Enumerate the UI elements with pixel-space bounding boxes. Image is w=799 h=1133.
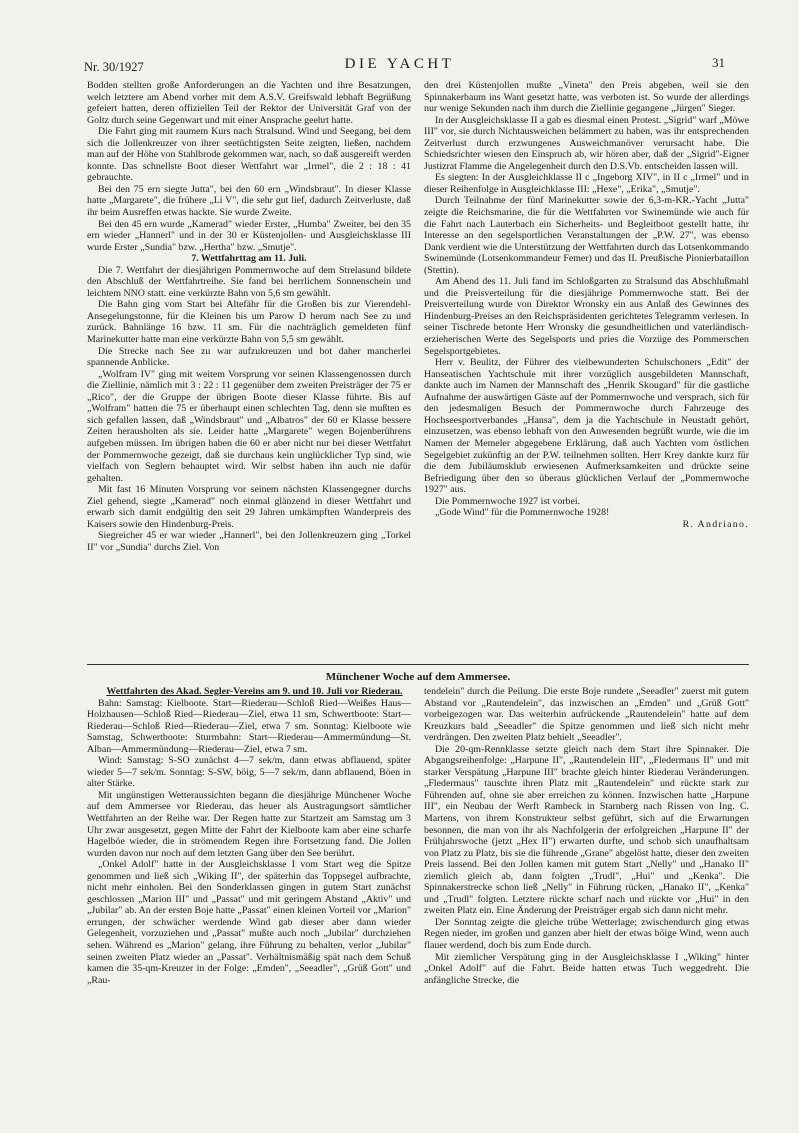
paragraph: In der Ausgleichsklasse II a gab es diesmal einen Protest. „Sigrid" warf „Möwe III" vor, sie durch Nichtausweichen belämmert zu haben, was ihr entsprechenden Zeitverlust durch erzwungenes Ausweichmanöver verursacht habe. Die Schiedsrichter wiesen den Einspruch ab, wir hören aber, daß der „Sigrid"-Eigner Justizrat Flamme die Angelegenheit durch den D.S.Vb. entscheiden lassen will. [424,114,749,172]
paragraph: Wind: Samstag: S-SO zunächst 4—7 sek/m, dann etwas abflauend, später wieder 5—7 sek/m. Sonntag: S-SW, böig, 5—7 sek/m, dann abflauend, Böen in alter Stärke. [87,755,411,790]
column-1 [87,80,411,553]
paragraph: Die 7. Wettfahrt der diesjährigen Pommernwoche auf dem Strelasund bildete den Abschluß der Wettfahrtreihe. Sie fand bei herrlichem Sonnenschein und leichtem NNO statt. eine verkürzte Bahn von 5,6 sm gewählt. [87,264,411,299]
paragraph: Mit ziemlicher Verspätung ging in der Ausgleichsklasse I „Wiking" hinter „Onkel Adolf" auf die Fahrt. Beide hatten etwas Tuch weggedreht. Die anfängliche Strecke, die [424,951,749,986]
subheading: 7. Wettfahrttag am 11. Juli. [191,253,307,265]
paragraph: Bodden stellten große Anforderungen an die Yachten und ihre Besatzungen, welch letztere am Abend vorher mit dem A.S.V. Greifswald lebhaft Begrüßung gefeiert hatten, deren offiziellen Teil der Rektor der Universität Graf von der Goltz durch seine Gegenwart und mit einer Ansprache geehrt hatte. [87,80,411,126]
paragraph: Es siegten: In der Ausgleichklasse II c „Ingeborg XIV", in II c „Irmel" und in dieser Reihenfolge in Ausgleichklasse III: „Hexe", „Erika", „Smutje". [424,172,749,195]
magazine-title: DIE YACHT [344,56,455,72]
page-number: 31 [712,55,725,70]
paragraph: Die Strecke nach See zu war aufzukreuzen und bot daher mancherlei spannende Anblicke. [87,345,411,369]
paragraph: „Wolfram IV" ging mit weitem Vorsprung vor seinen Klassengenossen durch die Ziellinie, nämlich mit 3 : 22 : 11 gegenüber dem zweiten Preisträger der 75 er „Rico", der die Gruppe der übrigen Boote dieser Klasse führte. Bis auf „Wolfram" hatten die 75 er überhaupt einen schlechten Tag, denn sie mußten es sich gefallen lassen, daß „Windsbraut" und „Albatros" der 60 er Klasse bessere Zeiten herausholten als sie. Leider hatte „Margarete" wegen Bojenberührens aufgeben müssen. Im übrigen haben die 60 er aber nicht nur bei dieser Wettfahrt der Pommernwoche gezeigt, daß sie durchaus kein unglücklicher Typ sind, wie vielfach von Seglern behauptet wird. Wir selbst haben ihn auch nie dafür gehalten. [87,368,411,484]
paragraph: Der Sonntag zeigte die gleiche trübe Wetterlage; zwischendurch ging etwas Regen nieder, im großen und ganzen aber hielt der etwas böige Wind, wenn auch flauer werdend, doch bis zum Ende durch. [424,916,749,952]
issue-number: Nr. 30/1927 [84,60,144,74]
paragraph: Mit fast 16 Minuten Vorsprung vor seinem nächsten Klassengegner durchs Ziel gehend, siegte „Kamerad" noch einmal glänzend in dieser Wettfahrt und erwarb sich damit endgültig den seit 29 Jahren umkämpften Wanderpreis des Kaisers sowie den Hindenburg-Preis. [87,484,411,530]
author-signature: R. Andriano. [682,518,749,530]
paragraph: „Onkel Adolf" hatte in der Ausgleichsklasse I vom Start weg die Spitze genommen und ließ sich „Wiking II", der späterhin das Toppsegel aufbrachte, nicht mehr einholen. Bei den Sonderklassen gingen in gutem Start zunächst geschlossen „Marion III" und „Passat" und mit geringem Abstand „Aktiv" und „Jubilar" ab. An der ersten Boje hatte „Passat" einen kleinen Vorteil vor „Marion" errungen, der schwächer werdende Wind gab dieser aber dann wieder Gelegenheit, vorzuziehen und „Passat" mußte auch noch „Jubilar" durchziehen sehen. Während es „Marion" gelang, ihre Führung zu behalten, verlor „Jubilar" seinen zweiten Platz wieder an „Passat". Verhältnismäßig spät nach dem Schuß kamen die 35-qm-Kreuzer in der Folge: „Emden", „Seeadler", „Grüß Gott" und „Rau- [87,859,411,986]
paragraph: „Gode Wind" für die Pommernwoche 1928! [435,507,610,519]
paragraph: den drei Küstenjollen mußte „Vineta" den Preis abgeben, weil sie den Spinnakerbaum ins Want gesetzt hatte, was verboten ist. So wurde der allerdings nur wenige Sekunden nach ihm durch die Ziellinie gegangene „Jürgen" Sieger. [424,80,749,115]
paragraph: Bei den 45 ern wurde „Kamerad" wieder Erster, „Humba" Zweiter, bei den 35 ern wieder „Hannerl" und in der 30 er Küstenjollen- und Ausgleichsklasse III wurde Erster „Sundia" bzw. „Hertha" bzw. „Smutje". [87,218,411,253]
paragraph: Herr v. Beulitz, der Führer des vielbewunderten Schulschoners „Edit" der Hanseatischen Yachtschule mit ihrer vorzüglich ausgebildeten Mannschaft, dankte auch im Namen der Mannschaft des „Henrik Skougard" für die gastliche Aufnahme der auswärtigen Gäste auf der Pommernwoche und versprach, sich für den jedesmaligen Besuch der Pommernwoche durch Fahrzeuge des Hochseesportverbandes „Hansa", dem ja die Yachtschule in Neustadt gehört, einzusetzen, was ebenso lebhaft von den Anwesenden begrüßt wurde, wie die im Namen der Memeler abgegebene Erklärung, daß auch Yachten vom östlichen Segelgebiet zukünftig an der P.W. teilnehmen sollten. Herr Krey dankte kurz für die dem Jubiläumsklub erwiesenen Aufmerksamkeiten und drückte seine Befriedigung über den so überaus glücklichen Verlauf der „Pommernwoche 1927" aus. [424,357,749,496]
section-divider [87,664,749,665]
paragraph: Bei den 75 ern siegte Jutta", bei den 60 ern „Windsbraut". In dieser Klasse hatte „Margarete", die frühere „Li V", die sehr gut lief, dadurch Zeitverluste, daß ihr beim Ausreffen etwas hackte. Sie wurde Zweite. [87,183,411,219]
paragraph: tendelein" durch die Peilung. Die erste Boje rundete „Seeadler" zuerst mit gutem Abstand vor „Rautendelein", das inzwischen an „Emden" und „Grüß Gott" vorbeigezogen war. Das weiterhin aufrückende „Rautendelein" hatte auf dem Kreuzkurs bald „Seeadler" die Spitze genommen und ließ sich nicht mehr verdrängen. Den zweiten Platz behielt „Seeadler". [424,686,749,744]
paragraph: Bahn: Samstag: Kielboote. Start—Riederau—Schloß Ried—Weißes Haus—Holzhausen—Schloß Ried—Riederau—Ziel, etwa 11 sm, Schwertboote: Start—Riederau—Schloß Ried—Riederau—Ziel, etwa 7 sm. Sonntag: Kielboote wie Samstag, Schwertboote: Sturmbahn: Start—Riederau—Ammermündung—St. Alban—Ammermündung—Riederau—Ziel, etwa 7 sm. [87,697,411,755]
paragraph: Die Fahrt ging mit raumem Kurs nach Stralsund. Wind und Seegang, bei dem sich die Jollenkreuzer von ihrer seetüchtigsten Seite zeigten, ließen, nachdem man auf der Höhe von Stahlbrode gekommen war, nach, so daß ausgereift werden konnte. Das schnellste Boot dieser Wettfahrt war „Irmel", die 2 : 18 : 41 gebrauchte. [87,126,411,184]
column-2 [424,80,749,530]
paragraph: Die Pommernwoche 1927 ist vorbei. [435,495,581,507]
section-title: Münchener Woche auf dem Ammersee. [325,671,511,683]
column-4 [424,686,749,986]
paragraph: Siegreicher 45 er war wieder „Hannerl", bei den Jollenkreuzern ging „Torkel II" vor „Sundia" durchs Ziel. Von [87,530,411,553]
paragraph: Mit ungünstigen Wetteraussichten begann die diesjährige Münchener Woche auf dem Ammersee vor Riederau, das heuer als Austragungsort sämtlicher Wettfahrten an der Reihe war. Der Regen hatte zur Startzeit am Samstag um 3 Uhr zwar ausgesetzt, gegen Mitte der Fahrt der Kielboote kam aber eine scharfe Hagelböe wieder, die in strömendem Regen ihre Fortsetzung fand. Die Jollen wurden davon nur noch auf dem letzten Gang über den See berührt. [87,789,411,859]
paragraph: Durch Teilnahme der fünf Marinekutter sowie der 6,3-m-KR.-Yacht „Jutta" zeigte die Reichsmarine, die für die Wettfahrten vor Swinemünde wie auch für die Fahrt nach Lauterbach ein Sicherheits- und Begleitboot gestellt hatte, ihr Interesse an den segelsportlichen Veranstaltungen der „P.W. 27", was ebenso Dank verdient wie die Unterstützung der Wettfahrten durch das Lotsenkommando Swinemünde (Lotsenkommandeur Femer) und das II. Preußische Pionierbataillon (Stettin). [424,195,749,276]
paragraph: Am Abend des 11. Juli fand im Schloßgarten zu Stralsund das Abschlußmahl und die Preisverteilung für die diesjährige Pommernwoche statt. Bei der Preisverteilung wurde von Direktor Wronsky ein aus Anlaß des Gewinnes des Hindenburg-Preises an den Reichspräsidenten gerichtetes Telegramm verlesen. In seiner Tischrede betonte Herr Wronsky die gesundheitlichen und vaterländisch-erzieherischen Werte des Segelsports und pries die Vorzüge des Pommerschen Segelsportgebietes. [424,276,749,357]
article-heading: Wettfahrten des Akad. Segler-Vereins am 9. und 10. Juli vor Riederau. [106,686,403,697]
column-3 [87,686,411,986]
paragraph: Die 20-qm-Rennklasse setzte gleich nach dem Start ihre Spinnaker. Die Abgangsreihenfolge: „Harpune II", „Rautendelein III", „Fledermaus II" und mit starker Verspätung „Harpune III" brachte gleich hinter Riederau Veränderungen. „Fledermaus" tauschte ihren Platz mit „Rautendelein" und rückte stark zur Führenden auf, ohne sie aber erreichen zu können. Inzwischen hatte „Harpune III", ein Neubau der Werft Rambeck in Starnberg nach Rissen von Ing. C. Martens, von ihrem Konstrukteur selbst geführt, sich auf die Erwartungen besonnen, die man von ihr als Nachfolgerin der erfolgreichen „Harpune II" der Frühjahrswoche (jetzt „Hex II") erwarten durfte, und schob sich unaufhaltsam von Platz zu Platz, bis sie die führende „Grane" abgelöst hatte, dieser den zweiten Preis lassend. Bei den Jollen kamen mit gutem Start „Nelly" und „Hanako II" ziemlich gleich ab, dann folgten „Trudl", „Hui" und „Kenka". Die Spinnakerstrecke schon ließ „Nelly" in Führung rücken, „Hanako II", „Kenka" und „Trudl" folgten. Letztere rückte scharf nach und rückte vor „Hui" in den zweiten Platz ein. Eine Änderung der Preisträger ergab sich dann nicht mehr. [424,743,749,917]
paragraph: Die Bahn ging vom Start bei Altefähr für die Großen bis zur Vierendehl-Ansegelungstonne, für die Kleinen bis um Parow D herum nach See zu und zurück. Bahnlänge 16 bzw. 11 sm. Für die nachträglich gemeldeten fünf Marinekutter hatte man eine verkürzte Bahn von 5,5 sm gewählt. [87,299,411,346]
